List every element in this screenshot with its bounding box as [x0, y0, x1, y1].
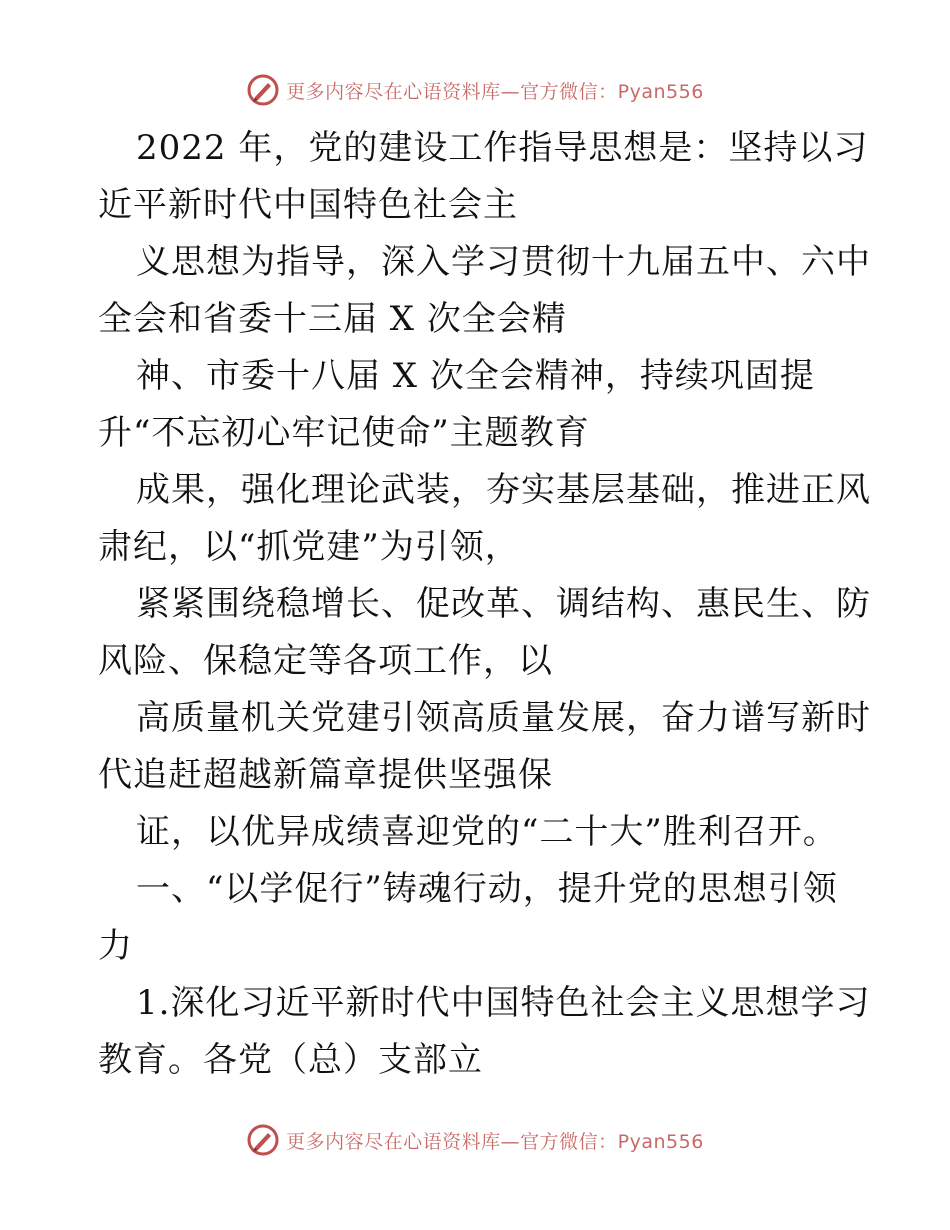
footer-watermark: [0, 1120, 950, 1160]
text-line: 紧紧围绕稳增长、促改革、调结构、惠民生、防: [136, 584, 871, 624]
section-heading-continued: 力: [98, 926, 133, 966]
text-line: 高质量机关党建引领高质量发展，奋力谱写新时: [136, 698, 871, 738]
text-line: 1.深化习近平新时代中国特色社会主义思想学习: [136, 983, 871, 1023]
text-line: 全会和省委十三届 X 次全会精: [98, 299, 567, 339]
text-line: 成果，强化理论武装，夯实基层基础，推进正风: [136, 470, 871, 510]
section-heading: 一、“以学促行”铸魂行动，提升党的思想引领: [136, 869, 838, 909]
footer-watermark-text: 更多内容尽在心语资料库—官方微信：Pyan556: [286, 1130, 704, 1153]
text-line: 升“不忘初心牢记使命”主题教育: [98, 413, 590, 453]
header-watermark-text: 更多内容尽在心语资料库—官方微信：Pyan556: [286, 80, 704, 103]
text-line: 神、市委十八届 X 次全会精神，持续巩固提: [136, 356, 815, 396]
text-line: 义思想为指导，深入学习贯彻十九届五中、六中: [136, 242, 871, 282]
text-line: 风险、保稳定等各项工作，以: [98, 641, 553, 681]
text-line: 代追赶超越新篇章提供坚强保: [98, 755, 553, 795]
text-line: 证，以优异成绩喜迎党的“二十大”胜利召开。: [136, 812, 838, 852]
text-line: 肃纪，以“抓党建”为引领，: [98, 527, 520, 567]
header-watermark: [0, 70, 950, 110]
pen-logo-icon: [246, 1123, 280, 1157]
document-body: [98, 120, 871, 1089]
text-line: 教育。各党（总）支部立: [98, 1040, 483, 1080]
text-line: 近平新时代中国特色社会主: [98, 185, 518, 225]
pen-logo-icon: [246, 73, 280, 107]
text-line: 2022 年，党的建设工作指导思想是：坚持以习: [136, 128, 869, 168]
